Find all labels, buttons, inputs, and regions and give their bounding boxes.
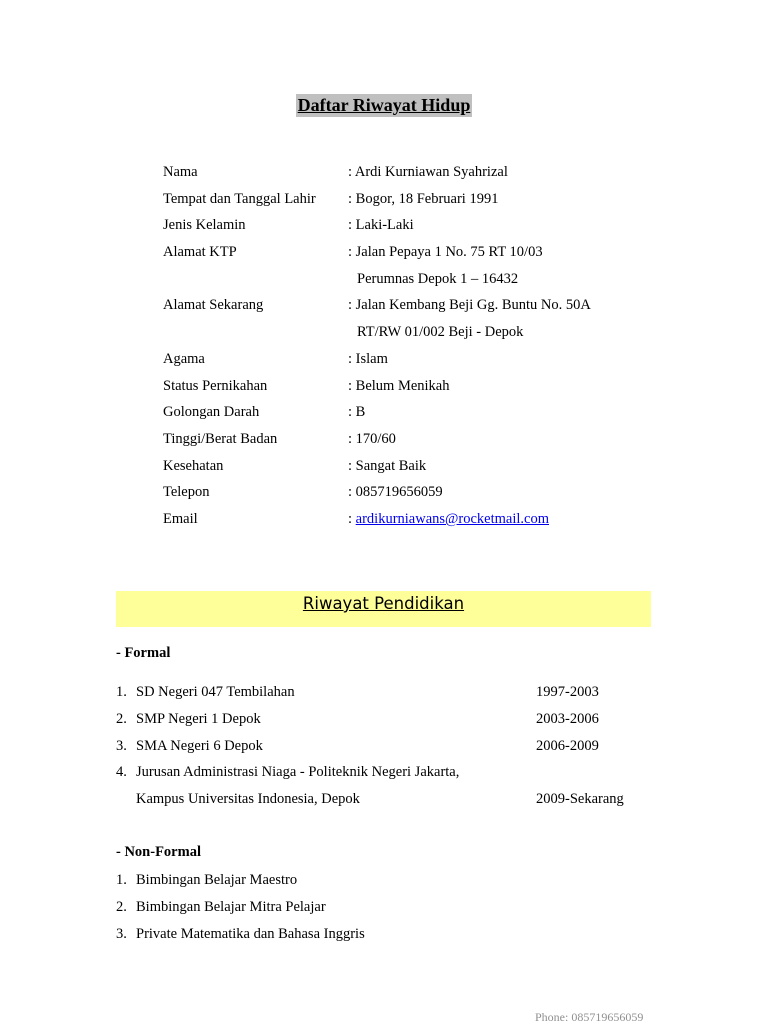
item-number: 3.: [116, 925, 127, 942]
institution-name: SMP Negeri 1 Depok: [136, 710, 261, 727]
item-number-spacer: [116, 789, 136, 816]
year-range: 1997-2003: [536, 684, 599, 700]
email-prefix: :: [348, 510, 356, 527]
list-item: [116, 762, 656, 789]
item-number: 2.: [116, 898, 127, 915]
bio-row-agama: [163, 349, 643, 376]
bio-label: Alamat KTP: [163, 244, 237, 261]
course-name: Private Matematika dan Bahasa Inggris: [136, 925, 365, 942]
bio-value: : Jalan Pepaya 1 No. 75 RT 10/03: [348, 244, 543, 261]
institution-name-continuation: Kampus Universitas Indonesia, Depok: [136, 791, 360, 808]
bio-row-golongan-darah: [163, 402, 643, 429]
bio-row-jenis-kelamin: [163, 215, 643, 242]
bio-label: Nama: [163, 164, 198, 180]
bio-label: Kesehatan: [163, 457, 224, 474]
bio-label: Tinggi/Berat Badan: [163, 430, 278, 447]
bio-value-continuation: Perumnas Depok 1 – 16432: [357, 270, 519, 287]
bio-label: Jenis Kelamin: [163, 217, 246, 234]
list-item-continuation: [116, 789, 656, 816]
institution-name: SD Negeri 047 Tembilahan: [136, 684, 295, 700]
bio-label: Alamat Sekarang: [163, 297, 264, 314]
bio-row-alamat-sekarang: [163, 295, 643, 348]
formal-education-list: [116, 682, 656, 816]
year-range: 2009-Sekarang: [536, 791, 624, 808]
bio-row-email: [163, 509, 643, 536]
institution-name: SMA Negeri 6 Depok: [136, 737, 263, 754]
bio-value-continuation: RT/RW 01/002 Beji - Depok: [357, 324, 524, 341]
bio-row-kesehatan: [163, 456, 643, 483]
nonformal-education-list: [116, 870, 656, 950]
bio-value: : Ardi Kurniawan Syahrizal: [348, 164, 508, 180]
bio-row-nama: [163, 162, 643, 189]
bio-label: Tempat dan Tanggal Lahir: [163, 190, 316, 207]
year-range: 2006-2009: [536, 737, 599, 754]
bio-value: : Bogor, 18 Februari 1991: [348, 190, 499, 207]
formal-heading: - Formal: [116, 645, 171, 661]
list-item: [116, 682, 656, 709]
item-number: 1.: [116, 872, 127, 888]
year-range: 2003-2006: [536, 710, 599, 727]
institution-name: Jurusan Administrasi Niaga - Politeknik Negeri Jakarta,: [136, 764, 460, 781]
bio-value: : 085719656059: [348, 484, 443, 501]
course-name: Bimbingan Belajar Maestro: [136, 872, 298, 888]
email-link[interactable]: ardikurniawans@rocketmail.com: [355, 510, 549, 527]
bio-value: : 170/60: [348, 430, 396, 447]
bio-row-tinggi-berat: [163, 429, 643, 456]
course-name: Bimbingan Belajar Mitra Pelajar: [136, 898, 326, 915]
bio-row-status: [163, 376, 643, 403]
list-item: [116, 897, 656, 924]
bio-value: : Belum Menikah: [348, 377, 450, 394]
bio-label: Golongan Darah: [163, 404, 260, 421]
bio-row-alamat-ktp: [163, 242, 643, 295]
nonformal-heading: - Non-Formal: [116, 844, 201, 860]
bio-label: Email: [163, 510, 198, 527]
bio-value-block: [348, 509, 643, 536]
page-title: Daftar Riwayat Hidup: [297, 95, 471, 115]
bio-value: : Islam: [348, 350, 388, 367]
education-section-band: [116, 591, 651, 627]
list-item: [116, 870, 656, 897]
bio-value: : Laki-Laki: [348, 217, 414, 234]
bio-value: : Sangat Baik: [348, 457, 427, 474]
item-number: 1.: [116, 684, 127, 700]
item-number: 4.: [116, 764, 127, 781]
item-number: 2.: [116, 710, 127, 727]
bio-value: : Jalan Kembang Beji Gg. Buntu No. 50A: [348, 297, 591, 314]
list-item: [116, 924, 656, 951]
bio-value-block: [348, 295, 643, 348]
education-section-title: Riwayat Pendidikan: [302, 594, 465, 613]
bio-row-telepon: [163, 482, 643, 509]
title-wrapper: [0, 94, 768, 117]
item-number: 3.: [116, 737, 127, 754]
bio-value-block: [348, 242, 643, 295]
bio-value: : B: [348, 404, 366, 421]
bio-label: Agama: [163, 350, 205, 367]
bio-label: Status Pernikahan: [163, 377, 268, 394]
list-item: [116, 709, 656, 736]
list-item: [116, 736, 656, 763]
bio-row-ttl: [163, 189, 643, 216]
personal-info-table: [163, 162, 643, 536]
bio-label: Telepon: [163, 484, 210, 501]
footer-phone: Phone: 085719656059: [535, 1010, 644, 1024]
